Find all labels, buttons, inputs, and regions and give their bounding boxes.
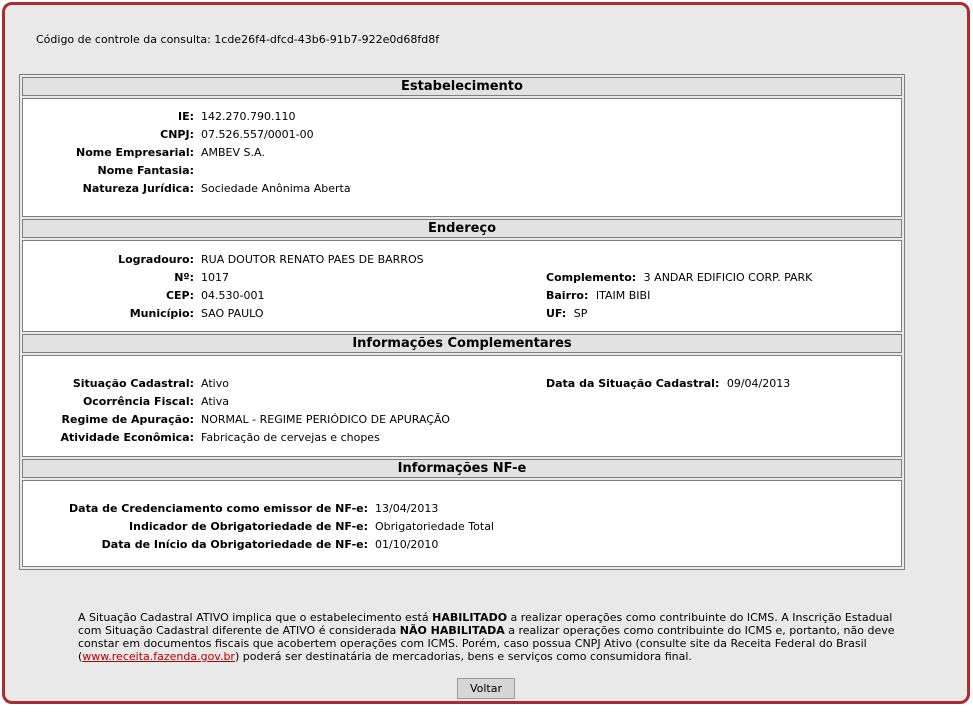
section-body-info-nfe [22, 480, 902, 567]
result-table [19, 74, 905, 570]
field-value: SAO PAULO [201, 307, 264, 320]
page-frame [2, 2, 970, 704]
section-header-endereco: Endereço [22, 219, 902, 238]
field-row-indicador-obrigatoriedade [23, 518, 901, 536]
field-label: Complemento: [546, 271, 637, 284]
section-body-endereco [22, 240, 902, 332]
field-value: RUA DOUTOR RENATO PAES DE BARROS [201, 253, 424, 266]
section-header-estabelecimento: Estabelecimento [22, 77, 902, 96]
button-bar [5, 677, 967, 699]
field-row-numero [23, 269, 901, 287]
section-header-info-nfe: Informações NF-e [22, 459, 902, 478]
field-label: Bairro: [546, 289, 589, 302]
section-body-estabelecimento [22, 98, 902, 217]
field-row-complemento [546, 269, 812, 287]
field-label: Data da Situação Cadastral: [546, 377, 720, 390]
field-label: Nome Fantasia: [97, 164, 194, 177]
field-value: 09/04/2013 [726, 377, 791, 390]
field-label: Município: [129, 307, 194, 320]
field-label: Natureza Jurídica: [82, 182, 194, 195]
field-row-uf [546, 305, 587, 323]
field-value: Sociedade Anônima Aberta [201, 182, 351, 195]
voltar-button[interactable]: Voltar [457, 678, 515, 699]
field-row-natureza-juridica [23, 180, 901, 198]
field-label: Atividade Econômica: [60, 431, 194, 444]
field-row-situacao-cadastral [23, 375, 901, 393]
field-row-data-situacao-cadastral [546, 375, 790, 393]
field-label: CNPJ: [160, 128, 194, 141]
field-value: 07.526.557/0001-00 [201, 128, 314, 141]
field-row-logradouro [23, 251, 901, 269]
field-row-bairro [546, 287, 650, 305]
field-label: UF: [546, 307, 567, 320]
field-value: Ativo [201, 377, 229, 390]
field-row-atividade-economica [23, 429, 901, 447]
field-row-municipio [23, 305, 901, 323]
field-value: Obrigatoriedade Total [375, 520, 494, 533]
field-label: CEP: [165, 289, 194, 302]
field-row-ie [23, 108, 901, 126]
legal-note-text: a realizar operações como contribuinte do ICMS e, portanto, não deve constar em documentos fiscais que acobertem operações com ICMS. Porém, caso possua CNPJ Ativo (consulte site da Receita Federal do Brasil ( [78, 624, 895, 663]
habilitado-emphasis: HABILITADO [432, 611, 508, 624]
field-value: 1017 [201, 271, 229, 284]
field-row-cnpj [23, 126, 901, 144]
legal-note-text: a realizar operações como contribuinte do ICMS. A Inscrição Estadual com Situação Cadastral diferente de ATIVO é considerada [78, 611, 893, 637]
field-value: 13/04/2013 [375, 502, 439, 515]
field-row-credenciamento-nfe [23, 500, 901, 518]
field-value: 01/10/2010 [375, 538, 439, 551]
field-row-nome-empresarial [23, 144, 901, 162]
receita-federal-link[interactable]: www.receita.fazenda.gov.br [82, 650, 235, 663]
field-value: 3 ANDAR EDIFICIO CORP. PARK [643, 271, 813, 284]
field-value: AMBEV S.A. [201, 146, 265, 159]
field-label: Situação Cadastral: [72, 377, 194, 390]
field-label: Logradouro: [118, 253, 194, 266]
field-value: Fabricação de cervejas e chopes [201, 431, 380, 444]
field-row-ocorrencia-fiscal [23, 393, 901, 411]
legal-note [78, 611, 906, 663]
field-label: Indicador de Obrigatoriedade de NF-e: [129, 520, 368, 533]
nao-habilitada-emphasis: NÃO HABILITADA [399, 624, 505, 637]
section-header-info-complementares: Informações Complementares [22, 334, 902, 353]
field-row-inicio-obrigatoriedade [23, 536, 901, 554]
section-body-info-complementares [22, 355, 902, 457]
field-value: Ativa [201, 395, 229, 408]
field-value: 142.270.790.110 [201, 110, 296, 123]
field-value: NORMAL - REGIME PERIÓDICO DE APURAÇÃO [201, 413, 450, 426]
field-value: 04.530-001 [201, 289, 265, 302]
field-label: Regime de Apuração: [61, 413, 194, 426]
field-label: IE: [177, 110, 194, 123]
field-row-cep [23, 287, 901, 305]
consultation-control-code: Código de controle da consulta: 1cde26f4-dfcd-43b6-91b7-922e0d68fd8f [36, 33, 440, 46]
field-row-nome-fantasia [23, 162, 901, 180]
field-label: Nº: [174, 271, 194, 284]
legal-note-text: ) poderá ser destinatária de mercadorias, bens e serviços como consumidora final. [234, 650, 692, 663]
field-row-regime-apuracao [23, 411, 901, 429]
field-label: Ocorrência Fiscal: [82, 395, 194, 408]
field-label: Nome Empresarial: [75, 146, 194, 159]
field-value: ITAIM BIBI [595, 289, 651, 302]
legal-note-text: A Situação Cadastral ATIVO implica que o estabelecimento está [78, 611, 433, 624]
field-label: Data de Credenciamento como emissor de NF-e: [69, 502, 368, 515]
field-label: Data de Início da Obrigatoriedade de NF-e: [101, 538, 368, 551]
field-value: SP [573, 307, 588, 320]
